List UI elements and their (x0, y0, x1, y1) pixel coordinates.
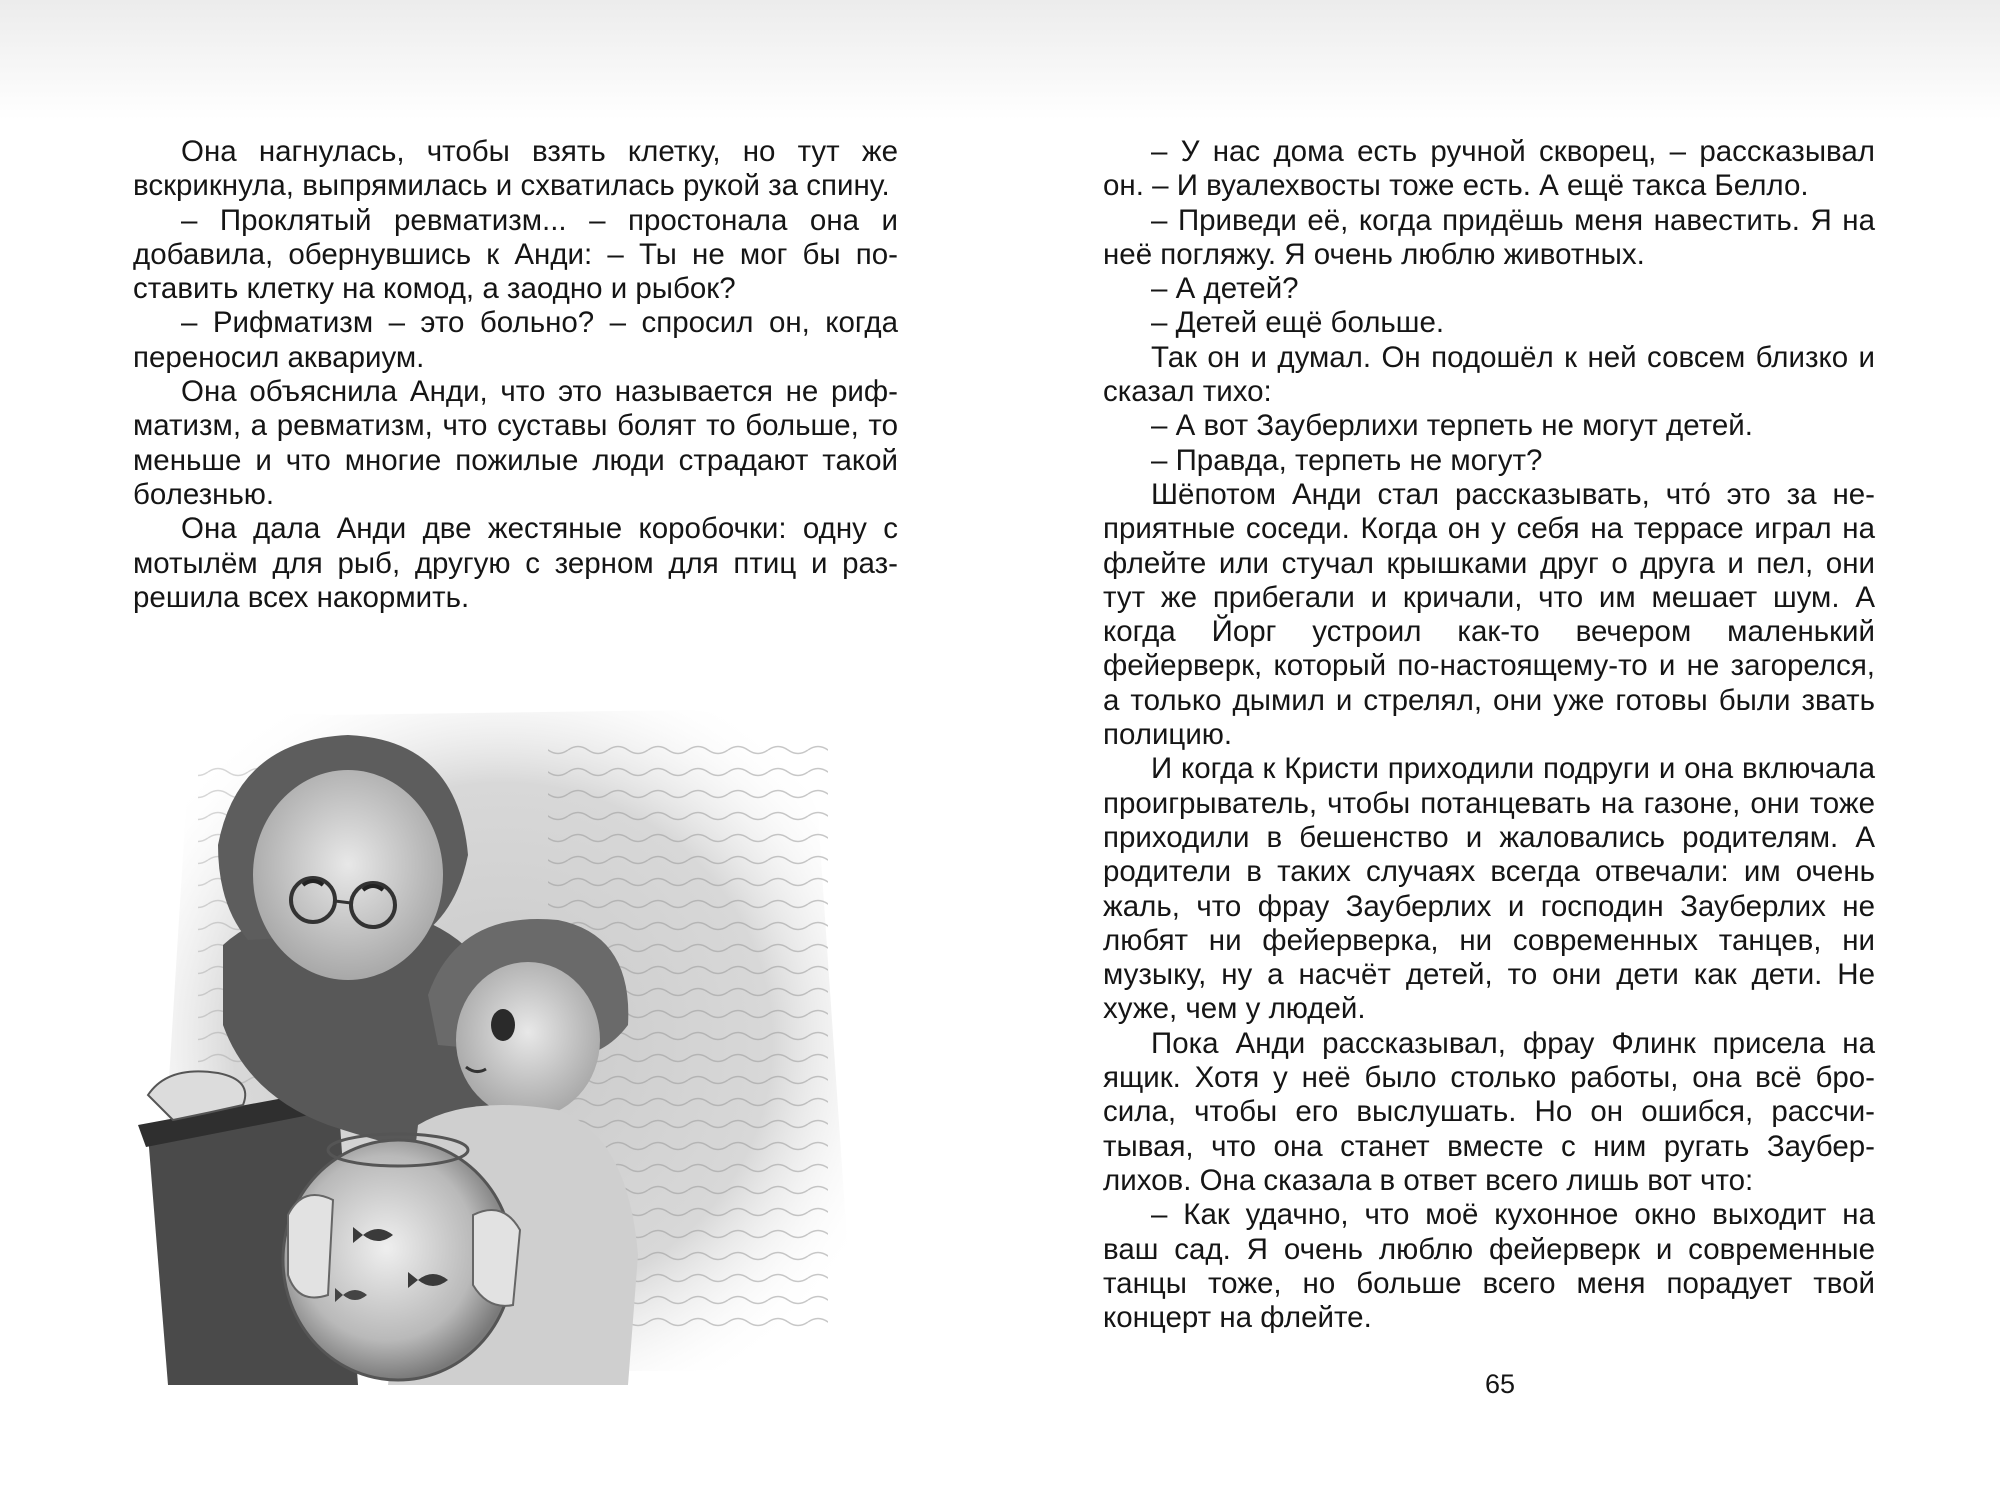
paragraph: И когда к Кристи приходили подруги и она включала проигрыватель, чтобы потанцевать на газоне, они тоже приходили в бешенство и жаловались родителям. А родители в таких случаях всегда отвечали: им очень жаль, что фрау Зауберлих и господин Зауберлих не любят ни фейерверка, ни современных танцев, ни музыку, ну а насчёт детей, то они дети как дети. Не хуже, чем у людей. (1103, 752, 1875, 1026)
paragraph: – У нас дома есть ручной скворец, – рассказывал он. – И вуалехвосты тоже есть. А ещё такса Белло. (1103, 135, 1875, 203)
paragraph: – Детей ещё больше. (1151, 306, 1445, 340)
left-text-column (133, 135, 898, 615)
page-number: 65 (1484, 1369, 1516, 1399)
paragraph: Так он и думал. Он подошёл к ней совсем близко и сказал тихо: (1103, 340, 1875, 409)
woman-face (253, 770, 443, 980)
paragraph: – Проклятый ревматизм... – простонала она и добавила, обернувшись к Анди: – Ты не мог бы поставить клетку на комод, а заодно и рыбок? (133, 203, 898, 306)
paragraph: – Правда, терпеть не могут? (1151, 443, 1543, 477)
woman-glasses-bridge (335, 901, 351, 903)
paragraph: – А детей? (1151, 272, 1299, 306)
paragraph: Она дала Анди две жестяные коробочки: одну с мотылём для рыб, другую с зерном для птиц и разрешила всех накормить. (133, 512, 898, 614)
paragraph: – Рифматизм – это больно? – спросил он, когда переносил аквариум. (133, 306, 898, 374)
paragraph: Пока Анди рассказывал, фрау Флинк присела на ящик. Хотя у неё было столько работы, она всё бросила, чтобы его выслушать. Но он ошибся, рассчитывая, что она станет вместе с ним ругать Зауберлихов. Она сказала в ответ всего лишь вот что: (1103, 1026, 1875, 1197)
paragraph: Она объяснила Анди, что это называется не рифматизм, а ревматизм, что суставы болят то больше, то меньше и что многие пожилые люди страдают такой болезнью. (133, 375, 898, 511)
boy-eye (491, 1009, 515, 1041)
paragraph: Шёпотом Анди стал рассказывать, что́ это за неприятные соседи. Когда он у себя на террасе играл на флейте или стучал крышками друг о друга и пел, они тут же прибегали и кричали, что им мешает шум. А когда Йорг устроил как-то вечером маленький фейерверк, который по-настоящему-то и не загорелся, а только дымил и стрелял, они уже готовы были звать полицию. (1103, 477, 1875, 752)
boy-hand (473, 1210, 520, 1306)
paragraph: – Приведи её, когда придёшь меня навестить. Я на неё погляжу. Я очень люблю животных. (1103, 203, 1875, 271)
right-page (1000, 0, 2000, 1499)
boy-face (456, 962, 600, 1118)
boy-hand (288, 1195, 333, 1298)
right-text-column (1103, 135, 1875, 1335)
paragraph: – А вот Зауберлихи терпеть не могут детей. (1151, 409, 1753, 443)
paragraph: Она нагнулась, чтобы взять клетку, но тут же вскрикнула, выпрямилась и схватилась рукой за спину. (133, 135, 898, 203)
paragraph: – Как удачно, что моё кухонное окно выходит на ваш сад. Я очень люблю фейерверк и современные танцы тоже, но больше всего меня порадует твой концерт на флейте. (1103, 1198, 1875, 1335)
illustration-woman-and-boy-with-fishbowl (128, 695, 888, 1385)
